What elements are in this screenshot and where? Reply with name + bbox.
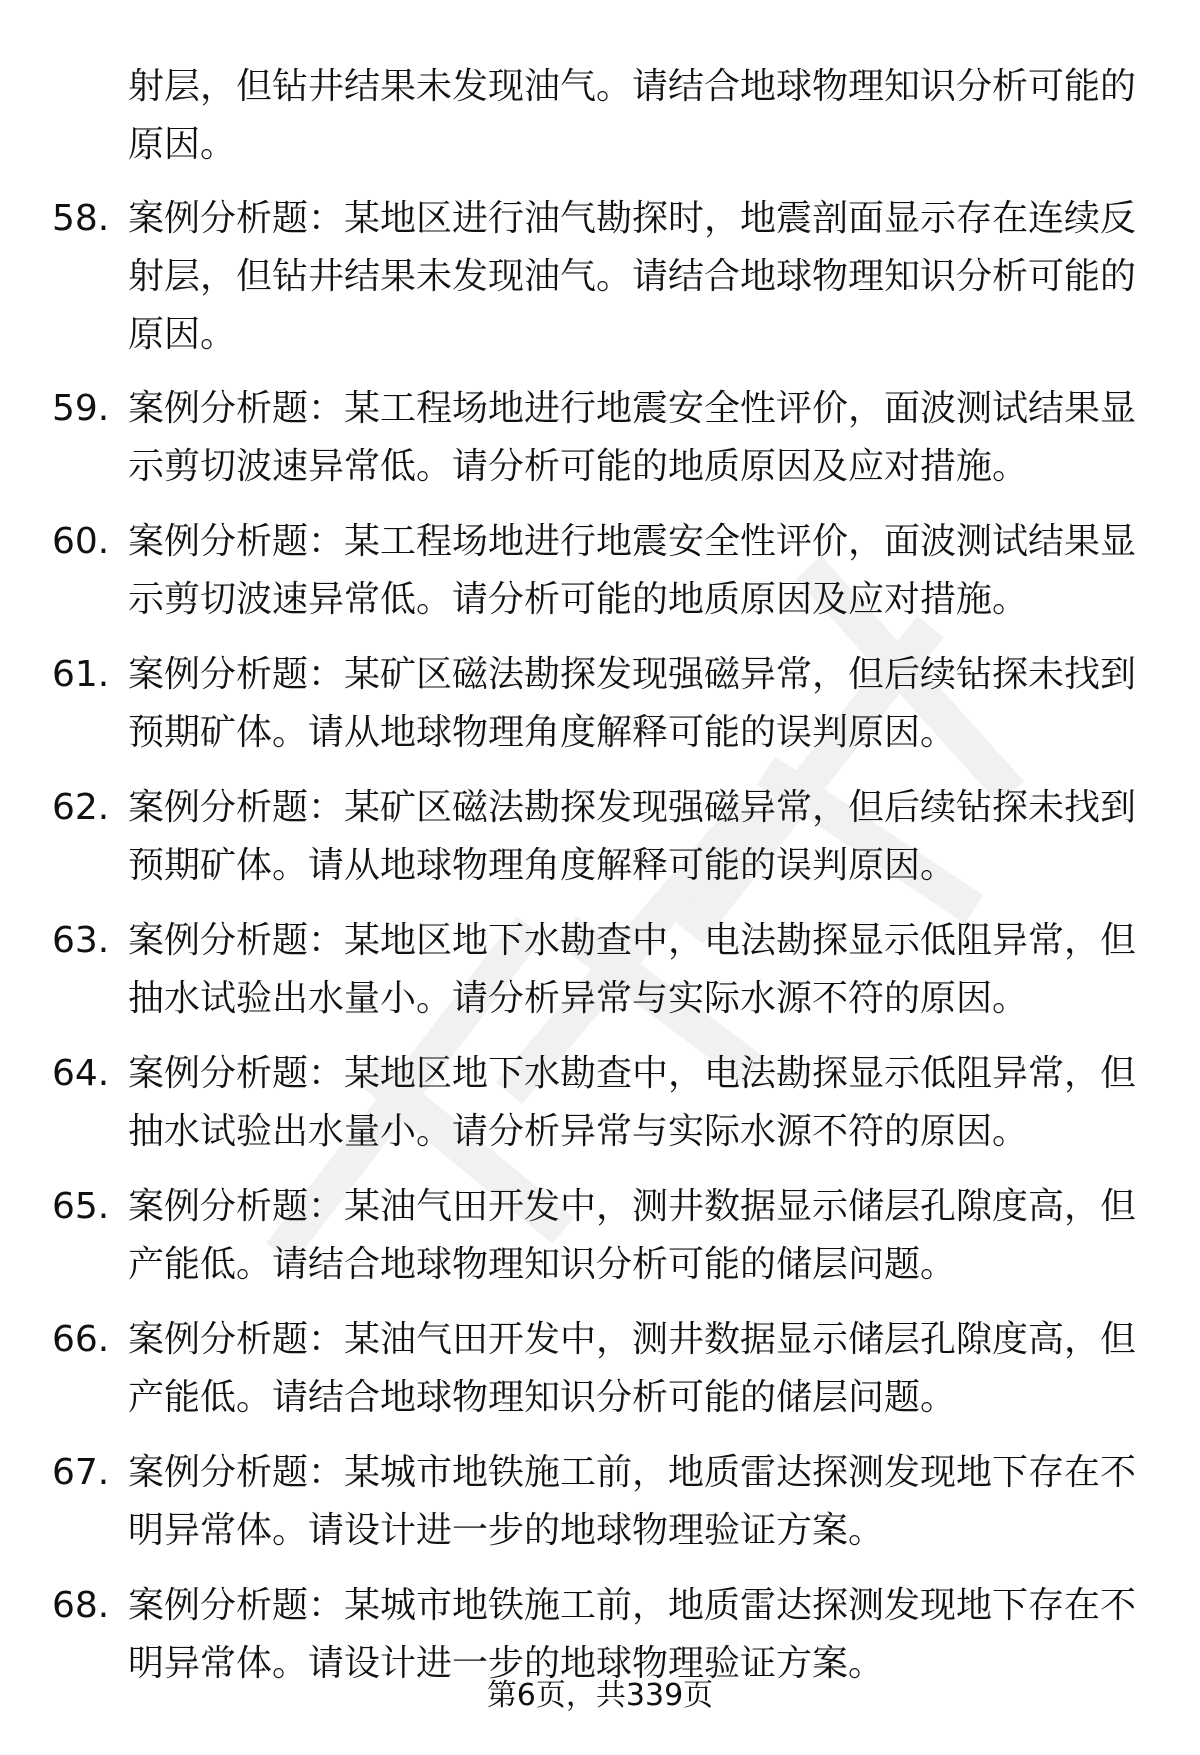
question-number: 66.: [52, 1319, 110, 1360]
question-number: 61.: [52, 654, 110, 695]
question-text: 案例分析题：某地区地下水勘查中，电法勘探显示低阻异常，但抽水试验出水量小。请分析异常与实际水源不符的原因。: [128, 1053, 1137, 1152]
question-text: 案例分析题：某地区进行油气勘探时，地震剖面显示存在连续反射层，但钻井结果未发现油气。请结合地球物理知识分析可能的原因。: [128, 198, 1137, 355]
question-number: 65.: [52, 1186, 110, 1227]
question-text: 案例分析题：某城市地铁施工前，地质雷达探测发现地下存在不明异常体。请设计进一步的地球物理验证方案。: [128, 1452, 1137, 1551]
page-number-footer: 第6页，共339页: [486, 1678, 714, 1713]
question-text: 案例分析题：某地区地下水勘查中，电法勘探显示低阻异常，但抽水试验出水量小。请分析异常与实际水源不符的原因。: [128, 920, 1137, 1019]
question-number: 68.: [52, 1585, 110, 1626]
list-item: [0, 646, 1200, 779]
list-item: [0, 1311, 1200, 1444]
list-item: [0, 1045, 1200, 1178]
question-text: 案例分析题：某城市地铁施工前，地质雷达探测发现地下存在不明异常体。请设计进一步的地球物理验证方案。: [128, 1585, 1137, 1684]
question-number: 64.: [52, 1053, 110, 1094]
question-list: [0, 190, 1200, 1710]
list-item: [0, 513, 1200, 646]
question-text: 案例分析题：某矿区磁法勘探发现强磁异常，但后续钻探未找到预期矿体。请从地球物理角度解释可能的误判原因。: [128, 654, 1137, 753]
question-number: 59.: [52, 388, 110, 429]
list-item: [0, 1178, 1200, 1311]
question-text: 案例分析题：某矿区磁法勘探发现强磁异常，但后续钻探未找到预期矿体。请从地球物理角度解释可能的误判原因。: [128, 787, 1137, 886]
question-number: 62.: [52, 787, 110, 828]
list-item: [0, 190, 1200, 380]
question-number: 67.: [52, 1452, 110, 1493]
list-item: [0, 1444, 1200, 1577]
question-text: 案例分析题：某工程场地进行地震安全性评价，面波测试结果显示剪切波速异常低。请分析可能的地质原因及应对措施。: [128, 521, 1137, 620]
list-item: [0, 380, 1200, 513]
question-text: 案例分析题：某油气田开发中，测井数据显示储层孔隙度高，但产能低。请结合地球物理知识分析可能的储层问题。: [128, 1186, 1137, 1285]
question-text: 案例分析题：某工程场地进行地震安全性评价，面波测试结果显示剪切波速异常低。请分析可能的地质原因及应对措施。: [128, 388, 1137, 487]
list-item: [0, 912, 1200, 1045]
question-number: 60.: [52, 521, 110, 562]
question-number: 58.: [52, 198, 110, 239]
question-number: 63.: [52, 920, 110, 961]
list-item: [0, 779, 1200, 912]
continued-question-text: 射层，但钻井结果未发现油气。请结合地球物理知识分析可能的原因。: [128, 66, 1137, 165]
question-text: 案例分析题：某油气田开发中，测井数据显示储层孔隙度高，但产能低。请结合地球物理知识分析可能的储层问题。: [128, 1319, 1137, 1418]
